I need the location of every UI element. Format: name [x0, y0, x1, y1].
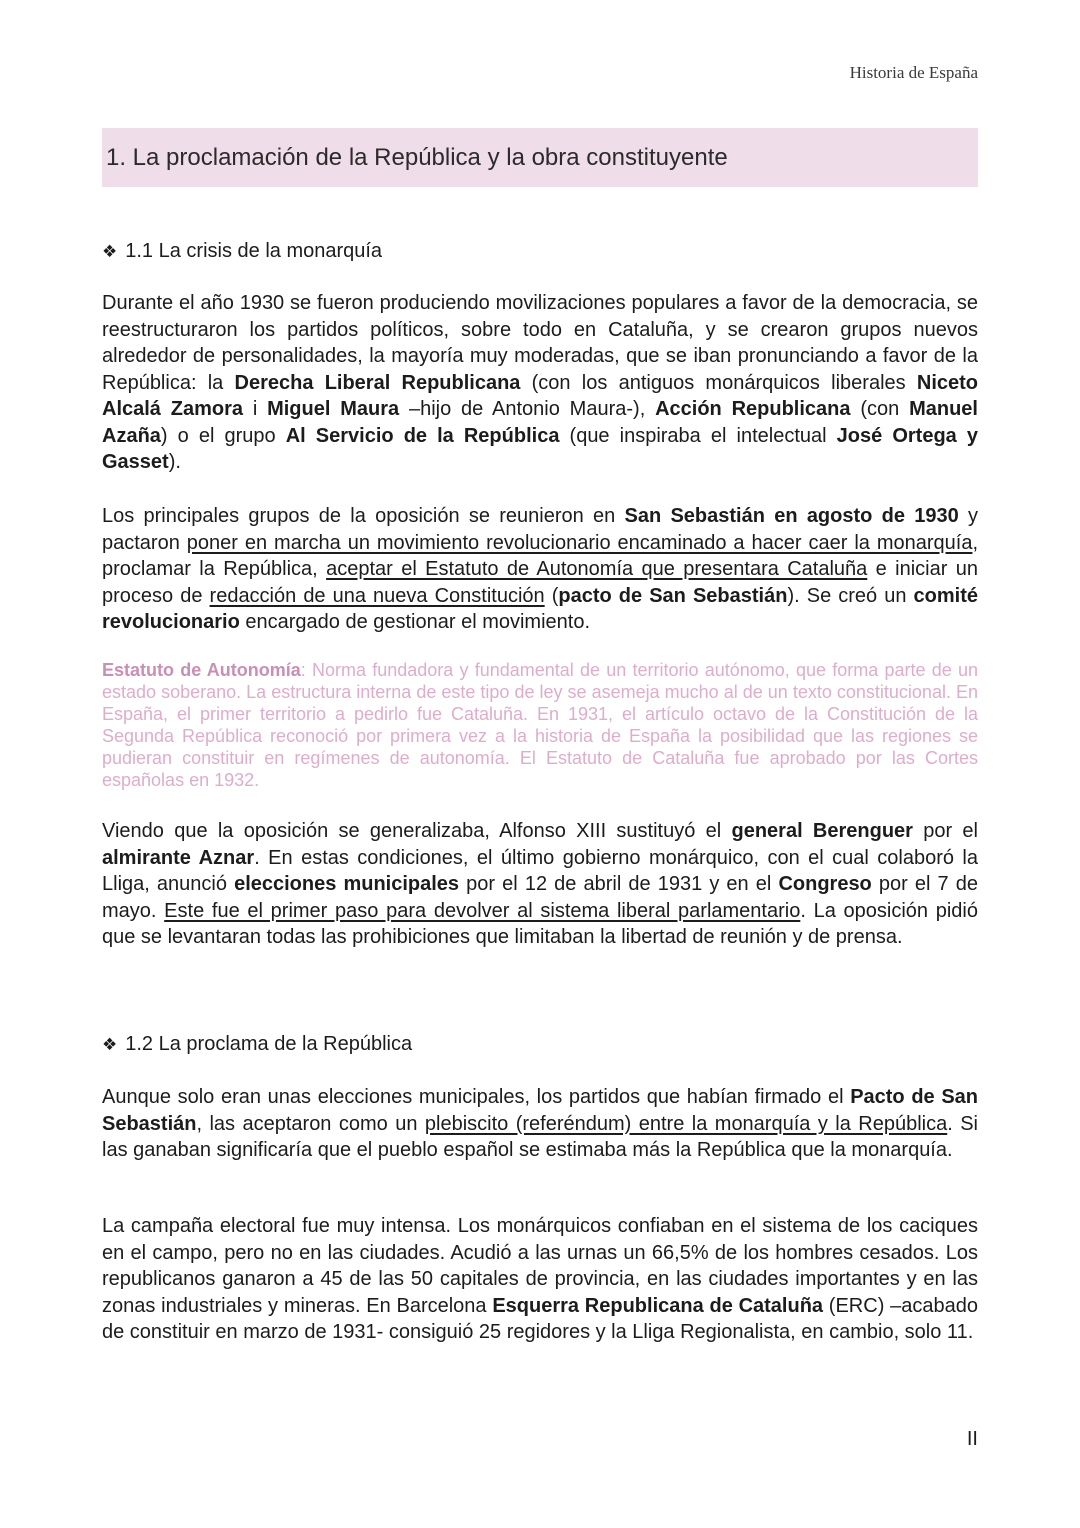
paragraph: Viendo que la oposición se generalizaba, Alfonso XIII sustituyó el general Berenguer por el almirante Aznar. En estas condiciones, el último gobierno monárquico, con el cual colaboró la Lliga, anunció elecciones municipales por el 12 de abril de 1931 y en el Congreso por el 7 de mayo. Este fue el primer paso para devolver al sistema liberal parlamentario. La oposición pidió que se levantaran todas las prohibiciones que limitaban la libertad de reunión y de prensa. [102, 820, 979, 948]
diamond-bullet-icon: ❖ [102, 1035, 118, 1054]
diamond-bullet-icon: ❖ [102, 242, 118, 261]
paragraph: Los principales grupos de la oposición se reunieron en San Sebastián en agosto de 1930 y pactaron poner en marcha un movimiento revolucionario encaminado a hacer caer la monarquía, proclamar la República, aceptar el Estatuto de Autonomía que presentara Cataluña e iniciar un proceso de redacción de una nueva Constitución (pacto de San Sebastián). Se creó un comité revolucionario encargado de gestionar el movimiento. [102, 505, 979, 633]
document-header: Historia de España [849, 63, 978, 82]
section-heading-1-2 [102, 1033, 412, 1056]
section-heading-1-1 [102, 240, 382, 263]
definition-note: Estatuto de Autonomía: Norma fundadora y fundamental de un territorio autónomo, que forma parte de un estado soberano. La estructura interna de este tipo de ley se asemeja mucho al de un texto constitucional. En España, el primer territorio a pedirlo fue Cataluña. En 1931, el artículo octavo de la Constitución de la Segunda República reconoció por primera vez a la historia de España la posibilidad que las regiones se pudieran constituir en regímenes de autonomía. El Estatuto de Cataluña fue aprobado por las Cortes españolas en 1932. [102, 660, 978, 791]
section-heading-text: 1.2 La proclama de la República [125, 1033, 413, 1055]
page-number: II [966, 1428, 978, 1450]
note-term: Estatuto de Autonomía [102, 660, 301, 680]
paragraph: La campaña electoral fue muy intensa. Los monárquicos confiaban en el sistema de los caciques en el campo, pero no en las ciudades. Acudió a las urnas un 66,5% de los hombres cesados. Los republicanos ganaron a 45 de las 50 capitales de provincia, en las ciudades importantes y en las zonas industriales y mineras. En Barcelona Esquerra Republicana de Cataluña (ERC) –acabado de constituir en marzo de 1931- consiguió 25 regidores y la Lliga Regionalista, en cambio, solo 11. [102, 1215, 978, 1343]
section-heading-text: 1.1 La crisis de la monarquía [125, 240, 383, 262]
chapter-title-banner [102, 128, 978, 187]
paragraph: Aunque solo eran unas elecciones municipales, los partidos que habían firmado el Pacto de San Sebastián, las aceptaron como un plebiscito (referéndum) entre la monarquía y la República. Si las ganaban significaría que el pueblo español se estimaba más la República que la monarquía. [102, 1086, 978, 1161]
paragraph: Durante el año 1930 se fueron produciendo movilizaciones populares a favor de la democracia, se reestructuraron los partidos políticos, sobre todo en Cataluña, y se crearon grupos nuevos alrededor de personalidades, la mayoría muy moderadas, que se iban pronunciando a favor de la República: la Derecha Liberal Republicana (con los antiguos monárquicos liberales Niceto Alcalá Zamora i Miguel Maura –hijo de Antonio Maura-), Acción Republicana (con Manuel Azaña) o el grupo Al Servicio de la República (que inspiraba el intelectual José Ortega y Gasset). [102, 292, 978, 473]
chapter-title: 1. La proclamación de la República y la obra constituyente [106, 143, 728, 171]
